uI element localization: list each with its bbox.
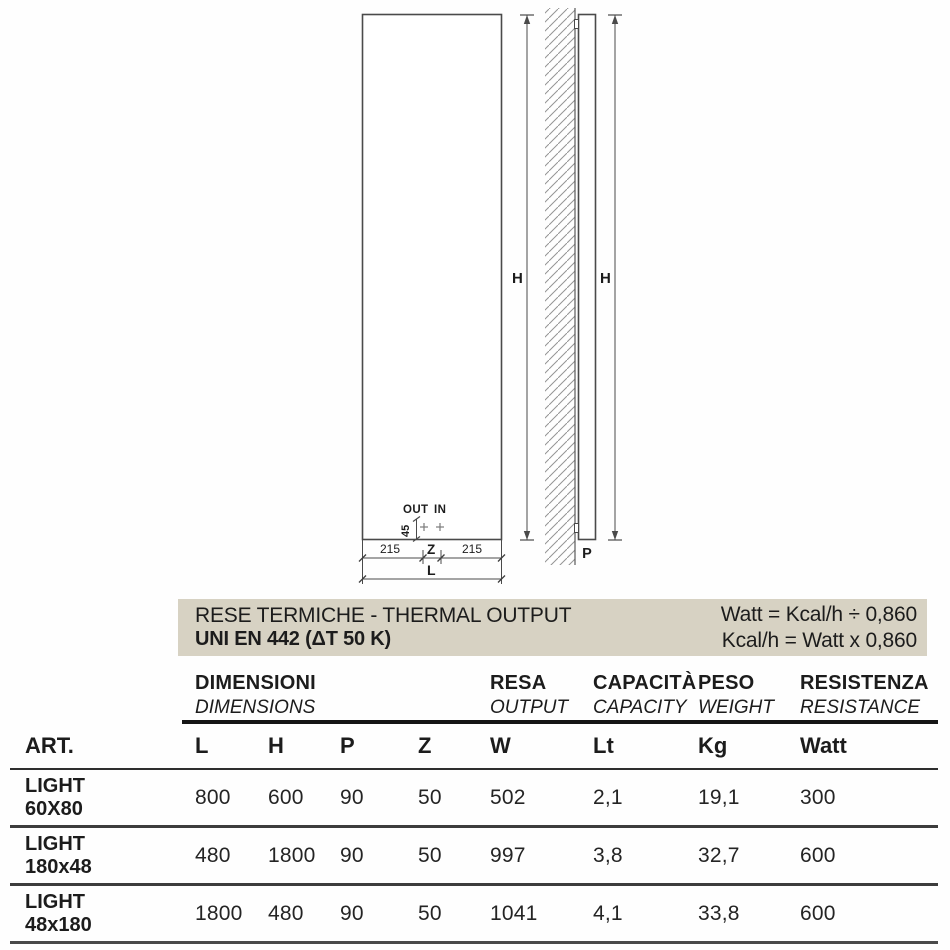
dim-45-label: 45 bbox=[400, 524, 412, 537]
value-h: 1800 bbox=[268, 843, 316, 867]
value-kg: 32,7 bbox=[698, 843, 740, 867]
value-z: 50 bbox=[418, 843, 442, 867]
group-capacity bbox=[593, 672, 698, 719]
wall-hatch bbox=[545, 8, 575, 565]
value-kg: 33,8 bbox=[698, 901, 740, 925]
dim-l-label: L bbox=[427, 562, 436, 578]
col-l: L bbox=[195, 733, 209, 758]
col-h: H bbox=[268, 733, 284, 758]
side-profile-panel bbox=[579, 15, 596, 540]
value-p: 90 bbox=[340, 843, 364, 867]
col-lt: Lt bbox=[593, 733, 614, 758]
group-capacity-it: CAPACITÀ bbox=[593, 672, 697, 694]
dim-215-right-label: 215 bbox=[462, 542, 483, 556]
table-row-light-48x180 bbox=[10, 886, 938, 941]
col-watt: Watt bbox=[800, 733, 847, 758]
col-art: ART. bbox=[25, 733, 74, 758]
wall-bracket-bottom bbox=[575, 524, 579, 533]
group-output bbox=[490, 672, 593, 719]
group-resistance-it: RESISTENZA bbox=[800, 672, 929, 694]
art-name-line1: LIGHT bbox=[25, 891, 85, 914]
value-l: 480 bbox=[195, 843, 231, 867]
value-z: 50 bbox=[418, 901, 442, 925]
art-name-line1: LIGHT bbox=[25, 833, 85, 856]
conversion-formulas bbox=[721, 602, 917, 653]
formula-kcal: Kcal/h = Watt x 0,860 bbox=[721, 628, 917, 652]
value-p: 90 bbox=[340, 901, 364, 925]
dim-215-left-label: 215 bbox=[380, 542, 401, 556]
group-weight bbox=[698, 672, 800, 719]
thermal-output-header-bar bbox=[178, 599, 927, 656]
value-h: 480 bbox=[268, 901, 304, 925]
group-header-row bbox=[10, 662, 938, 720]
wall-bracket-top bbox=[575, 20, 579, 29]
art-name bbox=[10, 775, 195, 820]
table-row-light-60x80 bbox=[10, 770, 938, 825]
art-name bbox=[10, 891, 195, 936]
col-w: W bbox=[490, 733, 511, 758]
group-weight-en: WEIGHT bbox=[698, 697, 774, 718]
h-front-label: H bbox=[512, 270, 523, 287]
value-p: 90 bbox=[340, 785, 364, 809]
group-resistance bbox=[800, 672, 938, 719]
col-p: P bbox=[340, 733, 355, 758]
value-kg: 19,1 bbox=[698, 785, 740, 809]
col-z: Z bbox=[418, 733, 432, 758]
value-l: 1800 bbox=[195, 901, 243, 925]
spec-table bbox=[10, 662, 938, 944]
group-weight-it: PESO bbox=[698, 672, 755, 694]
p-label: P bbox=[582, 546, 592, 562]
header-title-line2: UNI EN 442 (ΔT 50 K) bbox=[195, 628, 391, 650]
value-watt: 600 bbox=[800, 901, 836, 925]
value-lt: 3,8 bbox=[593, 843, 623, 867]
group-dimensions-it: DIMENSIONI bbox=[195, 672, 316, 694]
value-watt: 600 bbox=[800, 843, 836, 867]
value-lt: 2,1 bbox=[593, 785, 623, 809]
group-dimensions bbox=[195, 672, 490, 719]
front-view-panel bbox=[363, 15, 502, 540]
value-z: 50 bbox=[418, 785, 442, 809]
table-bottom-rule bbox=[10, 941, 938, 944]
col-kg: Kg bbox=[698, 733, 728, 758]
art-name-line2: 60X80 bbox=[25, 797, 83, 820]
value-l: 800 bbox=[195, 785, 231, 809]
group-resistance-en: RESISTANCE bbox=[800, 697, 921, 718]
group-output-en: OUTPUT bbox=[490, 697, 569, 718]
column-header-row bbox=[10, 724, 938, 768]
value-w: 997 bbox=[490, 843, 526, 867]
header-title-line1: RESE TERMICHE - THERMAL OUTPUT bbox=[195, 604, 572, 627]
table-row-light-180x48 bbox=[10, 828, 938, 883]
h-side-label: H bbox=[600, 270, 611, 287]
formula-watt: Watt = Kcal/h ÷ 0,860 bbox=[720, 602, 917, 626]
value-lt: 4,1 bbox=[593, 901, 623, 925]
header-title-block bbox=[195, 604, 571, 651]
group-dimensions-en: DIMENSIONS bbox=[195, 697, 316, 718]
value-w: 502 bbox=[490, 785, 526, 809]
art-name-line2: 48x180 bbox=[25, 913, 92, 936]
in-label: IN bbox=[434, 504, 447, 516]
out-label: OUT bbox=[403, 504, 429, 516]
dim-z-label: Z bbox=[427, 542, 436, 557]
art-name-line2: 180x48 bbox=[25, 855, 92, 878]
art-name-line1: LIGHT bbox=[25, 775, 85, 798]
group-output-it: RESA bbox=[490, 672, 547, 694]
value-w: 1041 bbox=[490, 901, 538, 925]
group-capacity-en: CAPACITY bbox=[593, 697, 687, 718]
value-watt: 300 bbox=[800, 785, 836, 809]
value-h: 600 bbox=[268, 785, 304, 809]
art-name bbox=[10, 833, 195, 878]
